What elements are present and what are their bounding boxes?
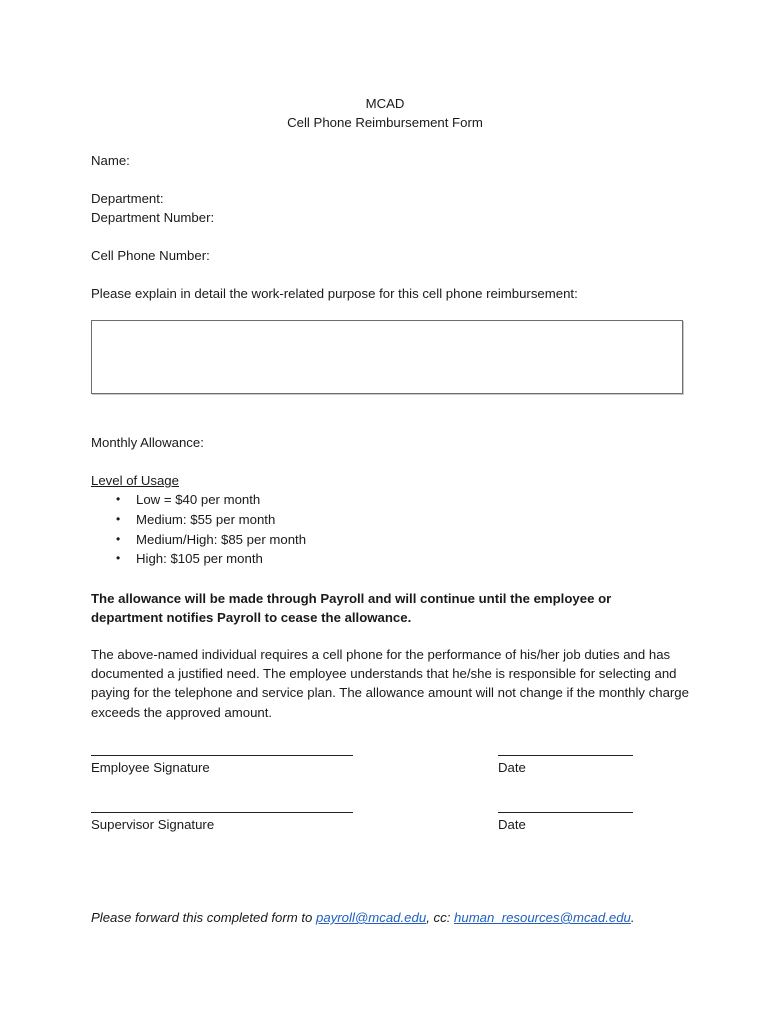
list-item <box>91 510 306 530</box>
usage-level-high: High: $105 per month <box>136 551 263 567</box>
supervisor-date-line[interactable] <box>498 812 633 813</box>
usage-level-low: Low = $40 per month <box>136 492 261 507</box>
hr-email-link[interactable]: human_resources@mcad.edu <box>454 910 631 925</box>
purpose-text-box[interactable] <box>91 320 683 394</box>
usage-level-medium: Medium: $55 per month <box>136 511 276 527</box>
payroll-email-link[interactable]: payroll@mcad.edu <box>316 910 427 925</box>
footer-prefix: Please forward this completed form to <box>91 910 317 925</box>
bullet-icon: • <box>116 492 121 506</box>
payroll-notice: The allowance will be made through Payroll and will continue until the employee or department notifies Payroll to cease the allowance. <box>91 591 612 626</box>
cell-phone-number-label: Cell Phone Number: <box>91 248 210 263</box>
supervisor-signature-line[interactable] <box>91 812 353 813</box>
forwarding-instructions <box>91 910 635 925</box>
employee-date-line[interactable] <box>498 755 633 756</box>
usage-levels-list <box>91 490 306 569</box>
department-number-label: Department Number: <box>91 210 215 225</box>
name-label: Name: <box>91 153 130 168</box>
form-title: Cell Phone Reimbursement Form <box>287 115 483 130</box>
employee-date-label: Date <box>498 760 526 775</box>
supervisor-date-label: Date <box>498 817 526 832</box>
bullet-icon: • <box>116 531 121 546</box>
policy-paragraph: The above-named individual requires a cell phone for the performance of his/her job duties and has documented a justified need. The employee understands that he/she is responsible for selecting and paying for the telephone and service plan. The allowance amount will not change if the monthly charge exceeds the approved amount. <box>91 647 689 720</box>
list-item <box>91 530 306 550</box>
purpose-prompt: Please explain in detail the work-related purpose for this cell phone reimbursement: <box>91 286 578 301</box>
department-label: Department: <box>91 191 164 206</box>
org-name: MCAD <box>365 96 405 111</box>
footer-cc: , cc: <box>426 910 455 925</box>
level-of-usage-heading: Level of Usage <box>91 473 179 488</box>
footer-suffix: . <box>630 910 635 925</box>
list-item <box>91 549 306 569</box>
employee-signature-line[interactable] <box>91 755 353 756</box>
bullet-icon: • <box>116 511 121 526</box>
bullet-icon: • <box>116 551 121 566</box>
employee-signature-label: Employee Signature <box>91 760 210 775</box>
list-item <box>91 490 306 510</box>
usage-level-medium-high: Medium/High: $85 per month <box>136 531 307 547</box>
supervisor-signature-label: Supervisor Signature <box>91 817 215 832</box>
monthly-allowance-label: Monthly Allowance: <box>91 435 204 450</box>
